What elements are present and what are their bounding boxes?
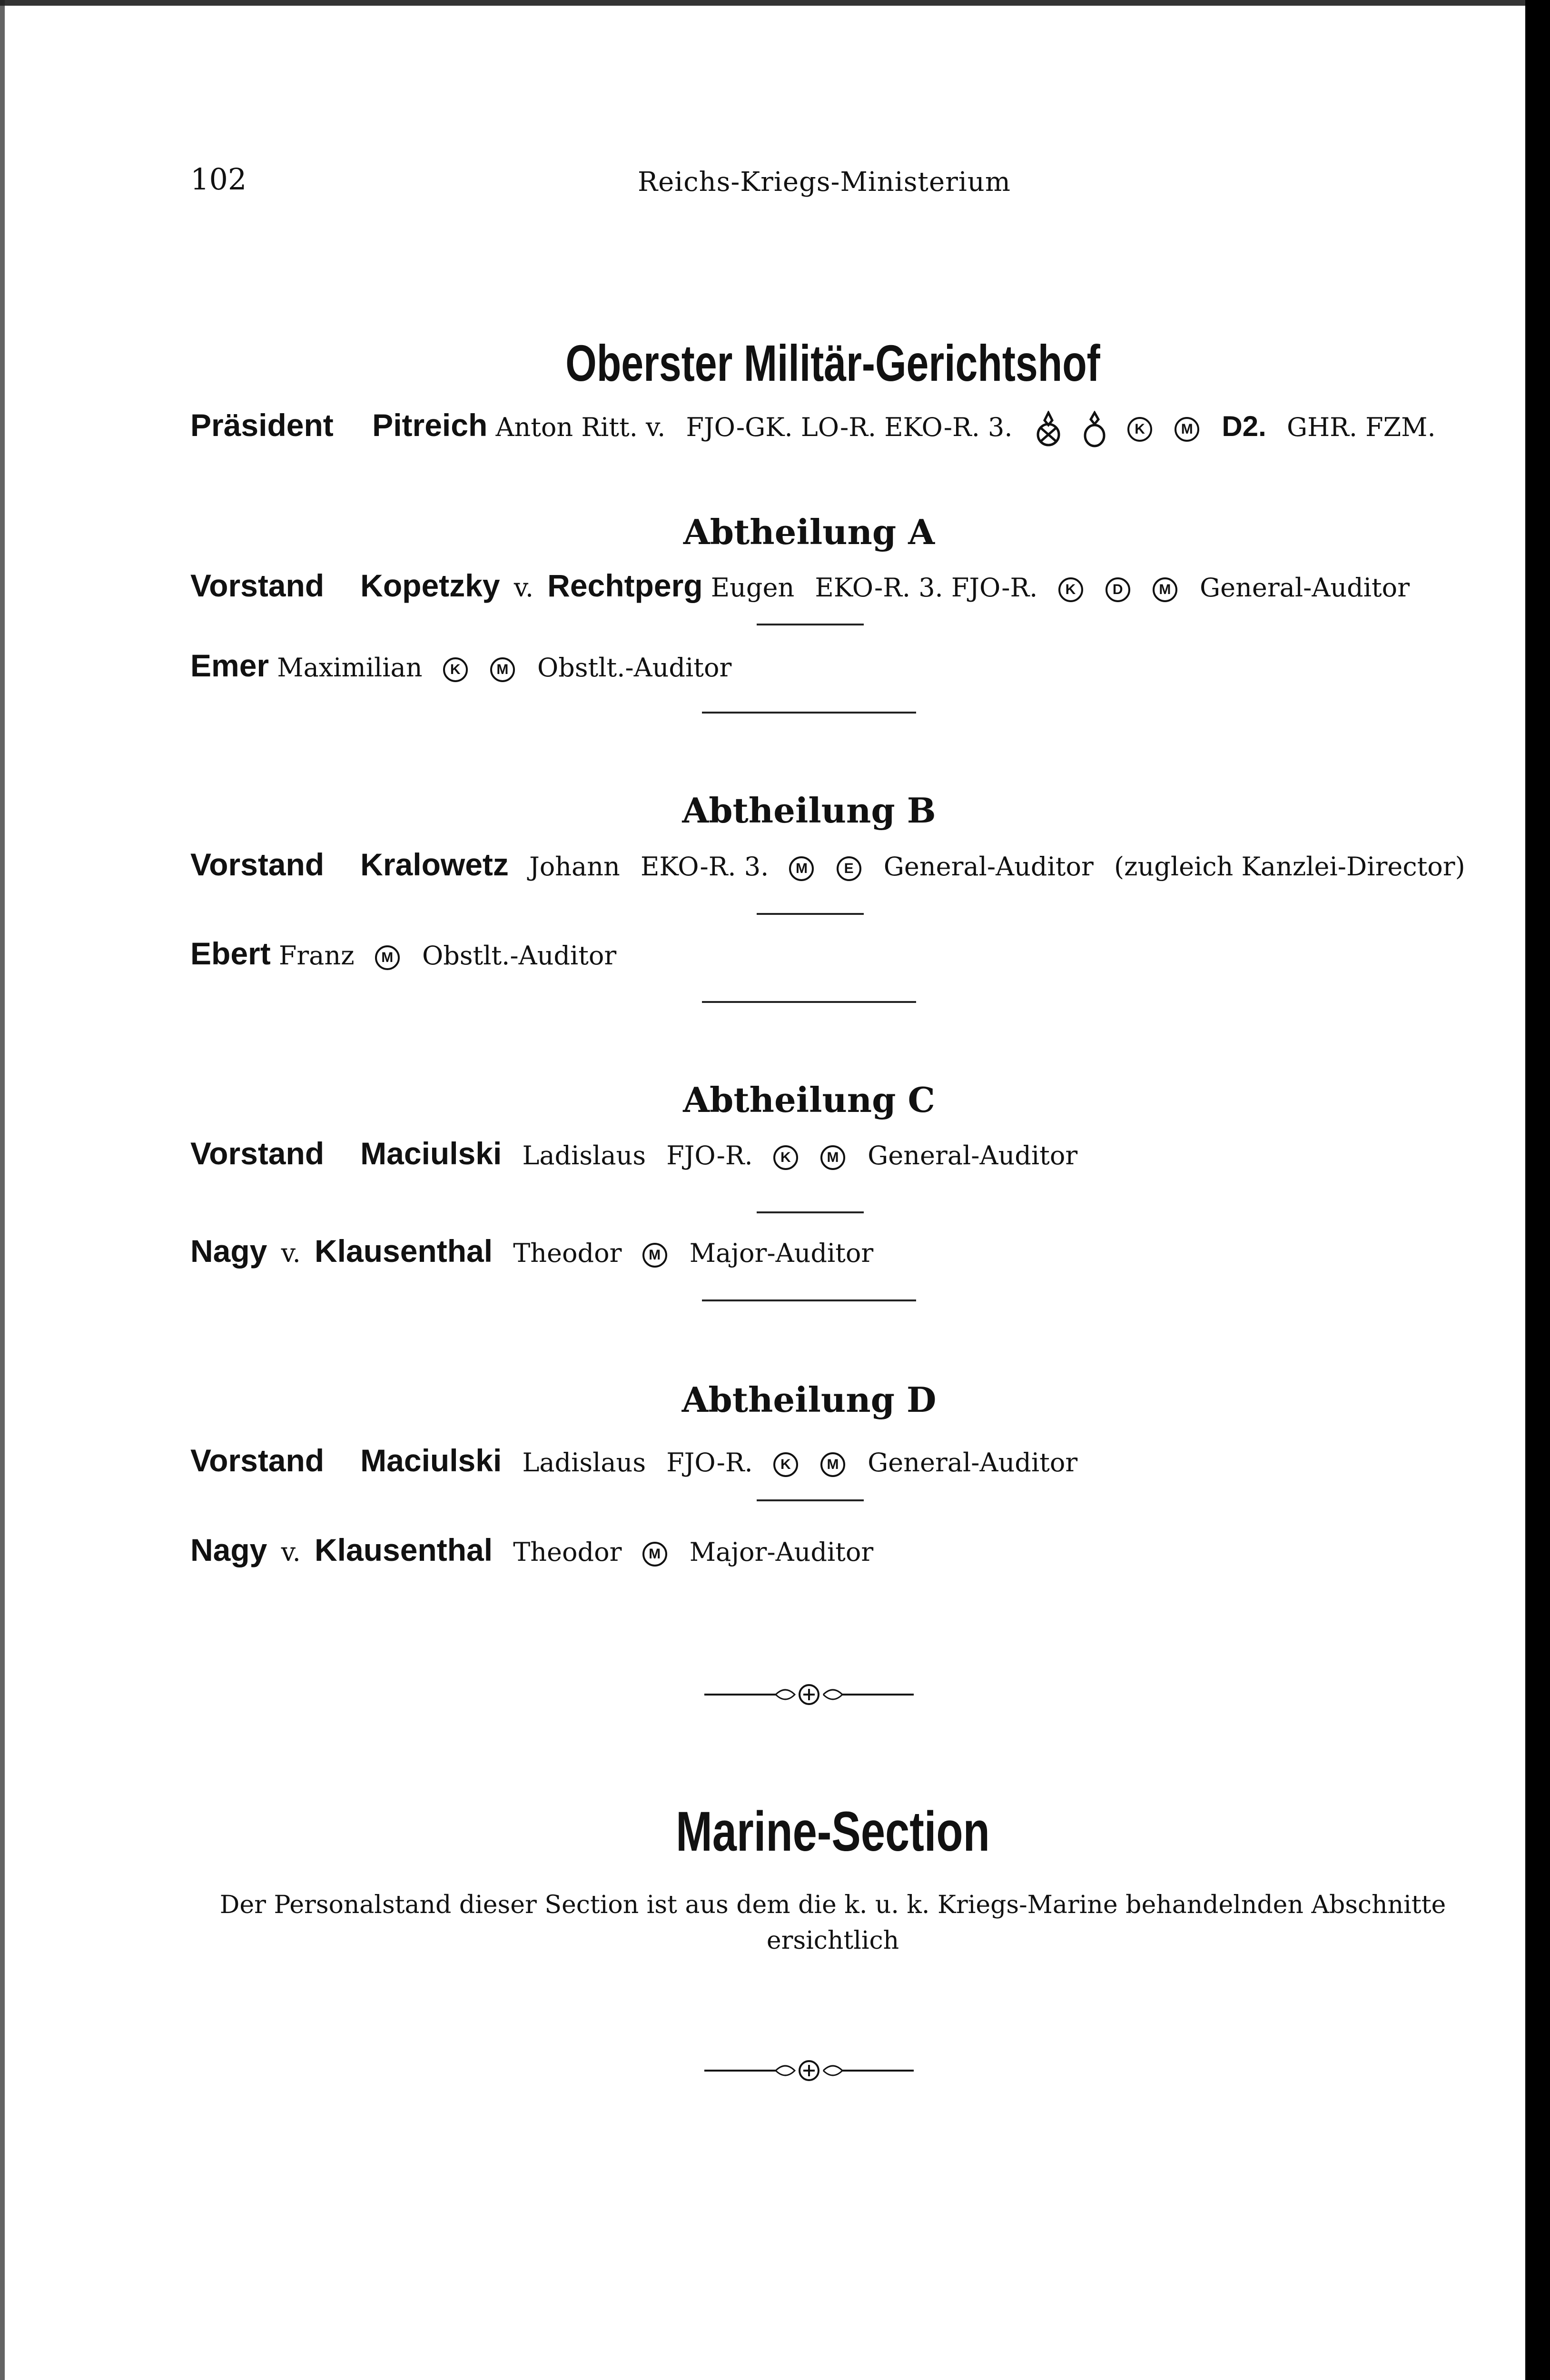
badge-m-icon: M xyxy=(1153,577,1177,602)
head-decorations: EKO-R. 3. xyxy=(640,852,769,882)
department-d-title: Abtheilung D xyxy=(681,1379,937,1420)
badge-m-icon: M xyxy=(642,1243,667,1268)
head-note: (zugleich Kanzlei-Director) xyxy=(1114,852,1465,882)
head-decorations: FJO-R. xyxy=(666,1140,753,1170)
head-given: Johann xyxy=(529,852,620,882)
department-a-member-row xyxy=(190,647,731,684)
head-name: Kopetzky xyxy=(360,568,500,603)
president-row xyxy=(190,407,1436,448)
head-role: Vorstand xyxy=(190,1136,325,1171)
department-c-title: Abtheilung C xyxy=(683,1080,935,1120)
marine-note-line-2: ersichtlich xyxy=(766,1926,899,1955)
head-rank: General-Auditor xyxy=(1200,573,1410,603)
ornament-divider-icon xyxy=(704,2056,914,2085)
badge-m-icon: M xyxy=(642,1542,667,1567)
head-decorations: EKO-R. 3. FJO-R. xyxy=(815,573,1038,603)
member-name: Nagy xyxy=(190,1532,267,1567)
badge-e-icon: E xyxy=(837,856,861,881)
badge-k-icon: K xyxy=(1127,417,1152,442)
section-rule xyxy=(702,1001,916,1003)
short-rule xyxy=(757,1499,864,1501)
department-c-head-row xyxy=(190,1135,1077,1171)
member-name: Emer xyxy=(190,648,269,683)
badge-k-icon: K xyxy=(773,1145,798,1170)
badge-m-icon: M xyxy=(375,945,400,970)
badge-d-icon: D xyxy=(1106,577,1130,602)
department-b-head-row xyxy=(190,846,1465,883)
head-name2: Rechtperg xyxy=(547,568,703,603)
marine-note-line-1: Der Personalstand dieser Section ist aus dem die k. u. k. Kriegs-Marine behandelnden Abschnitte xyxy=(219,1891,1446,1919)
member-given: Maximilian xyxy=(277,653,423,683)
medal-decoration-icon xyxy=(1081,411,1108,448)
member-rank: Major-Auditor xyxy=(689,1238,874,1268)
president-rank: GHR. FZM. xyxy=(1286,412,1436,442)
short-rule xyxy=(757,624,864,625)
member-name2: Klausenthal xyxy=(315,1532,493,1567)
department-d-member-row xyxy=(190,1532,873,1568)
section-rule xyxy=(702,1299,916,1301)
member-name: Ebert xyxy=(190,936,271,971)
member-particle: v. xyxy=(281,1537,301,1567)
badge-m-icon: M xyxy=(789,856,814,881)
scan-border-right xyxy=(1525,0,1550,2380)
head-role: Vorstand xyxy=(190,1443,325,1478)
badge-k-icon: K xyxy=(773,1452,798,1477)
badge-m-icon: M xyxy=(1175,417,1199,442)
president-role: Präsident xyxy=(190,407,334,443)
badge-m-icon: M xyxy=(820,1452,845,1477)
department-d-head-row xyxy=(190,1442,1077,1478)
head-role: Vorstand xyxy=(190,568,325,603)
department-b-title: Abtheilung B xyxy=(682,790,936,831)
badge-m-icon: M xyxy=(820,1145,845,1170)
short-rule xyxy=(757,1211,864,1213)
marine-section-title: Marine-Section xyxy=(676,1800,990,1863)
page-number: 102 xyxy=(190,162,247,197)
scan-border-top xyxy=(0,0,1525,6)
department-c-member-row xyxy=(190,1233,873,1269)
member-given: Theodor xyxy=(513,1238,622,1268)
member-particle: v. xyxy=(281,1238,301,1268)
head-name: Kralowetz xyxy=(360,847,509,882)
president-decorations: FJO-GK. LO-R. EKO-R. 3. xyxy=(686,412,1013,442)
head-rank: General-Auditor xyxy=(868,1448,1078,1478)
head-name: Maciulski xyxy=(360,1136,502,1171)
member-rank: Major-Auditor xyxy=(689,1537,874,1567)
short-rule xyxy=(757,913,864,915)
president-given: Anton Ritt. v. xyxy=(495,412,666,442)
badge-k-icon: K xyxy=(1058,577,1083,602)
head-given: Ladislaus xyxy=(522,1140,646,1170)
department-a-title: Abtheilung A xyxy=(683,512,935,552)
running-head: Reichs-Kriegs-Ministerium xyxy=(638,167,1011,198)
badge-k-icon: K xyxy=(443,657,468,682)
member-given: Franz xyxy=(278,941,355,971)
member-rank: Obstlt.-Auditor xyxy=(537,653,732,683)
head-rank: General-Auditor xyxy=(883,852,1094,882)
head-particle: v. xyxy=(513,573,533,603)
president-d2: D2. xyxy=(1222,410,1266,442)
department-a-head-row xyxy=(190,567,1410,604)
member-given: Theodor xyxy=(513,1537,622,1567)
marine-section-note xyxy=(190,1887,1475,1959)
scan-border-left xyxy=(0,0,5,2380)
cross-decoration-icon xyxy=(1033,411,1064,448)
head-role: Vorstand xyxy=(190,847,325,882)
department-b-member-row xyxy=(190,935,616,972)
court-title: Oberster Militär-Gerichtshof xyxy=(565,334,1100,392)
section-rule xyxy=(702,712,916,714)
member-name2: Klausenthal xyxy=(315,1233,493,1269)
head-name: Maciulski xyxy=(360,1443,502,1478)
head-rank: General-Auditor xyxy=(868,1140,1078,1170)
ornament-divider-icon xyxy=(704,1680,914,1709)
member-rank: Obstlt.-Auditor xyxy=(422,941,617,971)
head-given: Ladislaus xyxy=(522,1448,646,1478)
member-name: Nagy xyxy=(190,1233,267,1269)
president-name: Pitreich xyxy=(372,407,488,443)
badge-m-icon: M xyxy=(490,657,515,682)
head-given: Eugen xyxy=(711,573,795,603)
head-decorations: FJO-R. xyxy=(666,1448,753,1478)
